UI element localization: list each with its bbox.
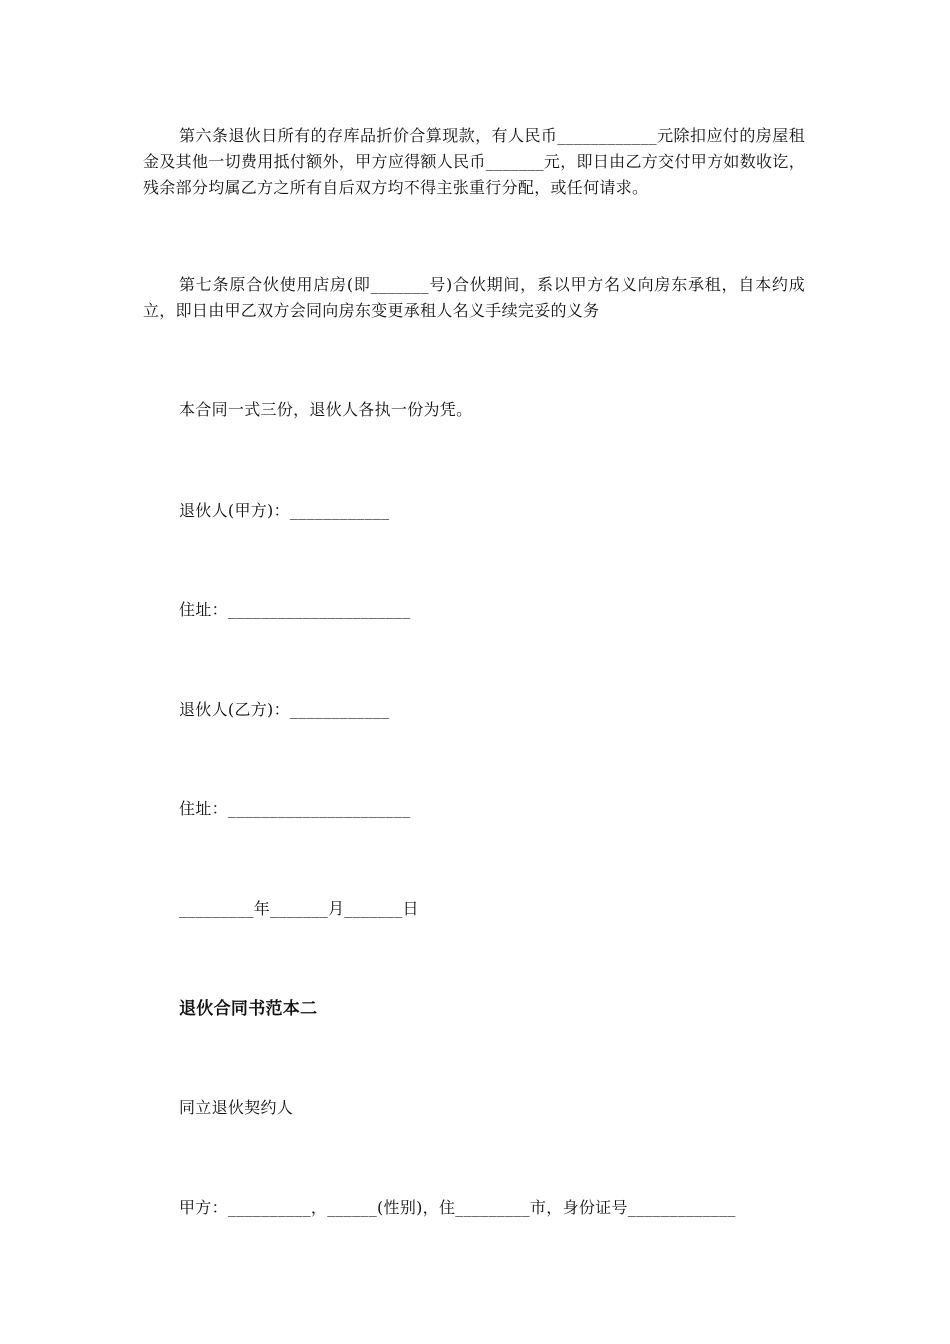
party-a-address-line: 住址：______________________ xyxy=(179,600,411,619)
article-6-paragraph: 第六条退伙日所有的存库品折价合算现款，有人民币____________元除扣应付的房屋租金及其他一切费用抵付额外，甲方应得额人民币_______元，即日由乙方交付甲方如数收讫，残余部分均属乙方之所有自后双方均不得主张重行分配，或任何请求。 xyxy=(143,126,805,197)
copies-statement: 本合同一式三份，退伙人各执一份为凭。 xyxy=(179,400,473,419)
cosigners-line: 同立退伙契约人 xyxy=(179,1098,294,1117)
party-a-details-line: 甲方：__________，______(性别)，住_________市，身份证号_____________ xyxy=(179,1198,736,1217)
sample-2-heading: 退伙合同书范本二 xyxy=(179,999,318,1019)
party-b-address-line: 住址：______________________ xyxy=(179,799,411,818)
party-a-signature-line: 退伙人(甲方)：____________ xyxy=(179,501,390,520)
party-b-signature-line: 退伙人(乙方)：____________ xyxy=(179,700,390,719)
article-7-paragraph: 第七条原合伙使用店房(即_______号)合伙期间，系以甲方名义向房东承租，自本约成立，即日由甲乙双方会同向房东变更承租人名义手续完妥的义务 xyxy=(143,275,805,320)
date-line: _________年_______月_______日 xyxy=(179,899,419,918)
